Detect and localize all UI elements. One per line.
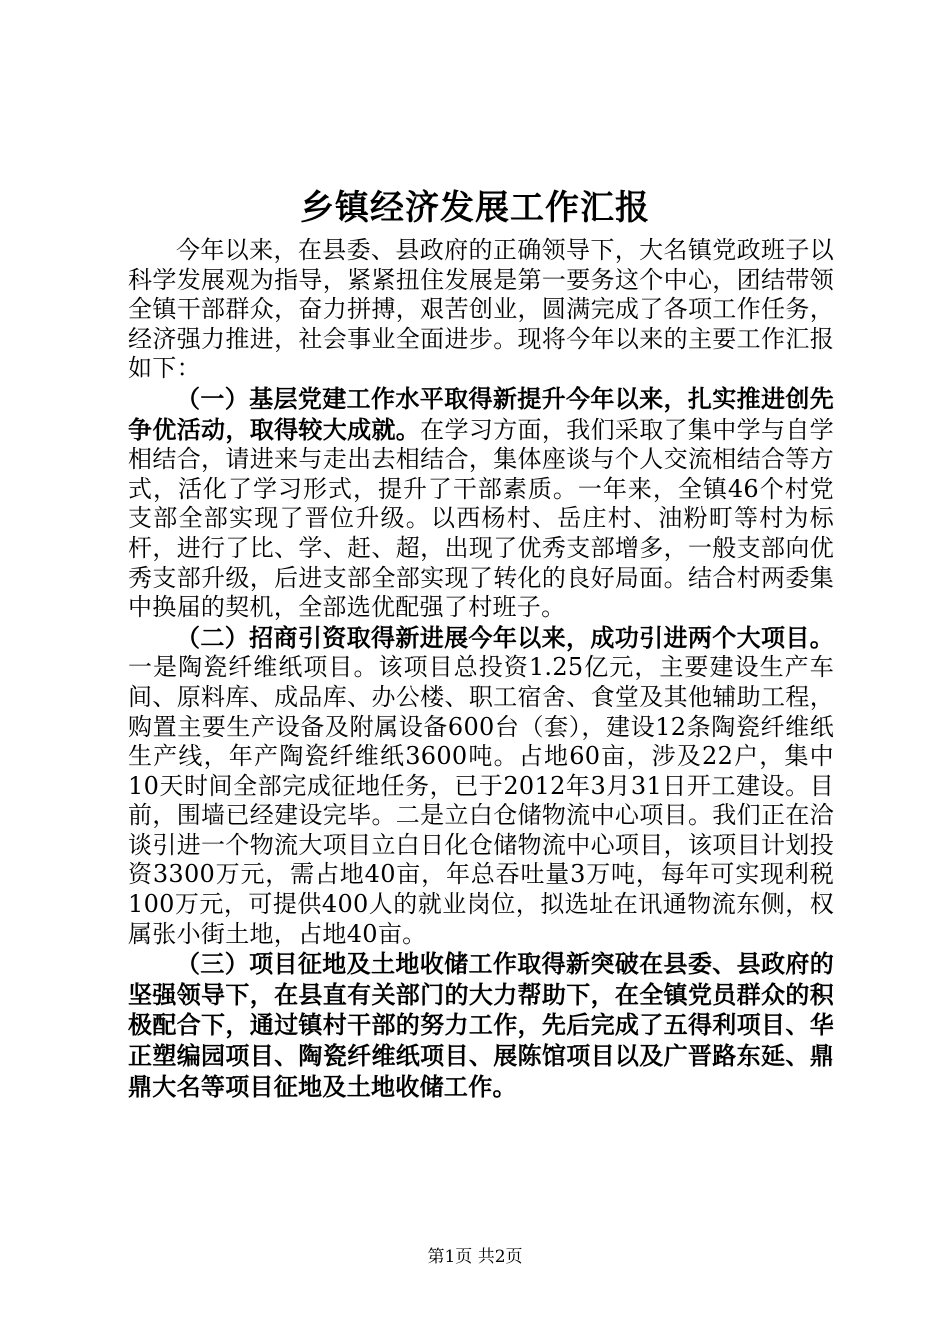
section-2-paragraph bbox=[128, 623, 834, 950]
page-footer: 第1页 共2页 bbox=[427, 1247, 523, 1267]
document-body bbox=[128, 236, 834, 1102]
section-1-body: 在学习方面，我们采取了集中学与自学相结合，请进来与走出去相结合，集体座谈与个人交流相结合等方式，活化了学习形式，提升了干部素质。一年来，全镇46个村党支部全部实现了晋位升级。以西杨村、岳庄村、油粉町等村为标杆，进行了比、学、赶、超，出现了优秀支部增多，一般支部向优秀支部升级，后进支部全部实现了转化的良好局面。结合村两委集中换届的契机，全部选优配强了村班子。 bbox=[128, 415, 834, 622]
section-1-heading: （一）基层党建工作水平取得新提升今年以来，扎实推进创先争优活动，取得较大成就。 bbox=[128, 383, 834, 444]
section-3-paragraph bbox=[128, 949, 834, 1102]
intro-paragraph: 今年以来，在县委、县政府的正确领导下，大名镇党政班子以科学发展观为指导，紧紧扭住发展是第一要务这个中心，团结带领全镇干部群众，奋力拼搏，艰苦创业，圆满完成了各项工作任务，经济强力推进，社会事业全面进步。现将今年以来的主要工作汇报如下： bbox=[128, 236, 834, 383]
section-3-heading: （三）项目征地及土地收储工作取得新突破在县委、县政府的坚强领导下，在县直有关部门的大力帮助下，在全镇党员群众的积极配合下，通过镇村干部的努力工作，先后完成了五得利项目、华正塑编园项目、陶瓷纤维纸项目、展陈馆项目以及广晋路东延、鼎鼎大名等项目征地及土地收储工作。 bbox=[128, 949, 834, 1101]
section-2-heading: （二）招商引资取得新进展今年以来，成功引进两个大项目。 bbox=[176, 622, 834, 652]
section-2-body: 一是陶瓷纤维纸项目。该项目总投资1.25亿元，主要建设生产车间、原料库、成品库、办公楼、职工宿舍、食堂及其他辅助工程，购置主要生产设备及附属设备600台（套），建设12条陶瓷纤维纸生产线，年产陶瓷纤维纸3600吨。占地60亩，涉及22户，集中10天时间全部完成征地任务，已于2012年3月31日开工建设。目前，围墙已经建设完毕。二是立白仓储物流中心项目。我们正在洽谈引进一个物流大项目立白日化仓储物流中心项目，该项目计划投资3300万元，需占地40亩，年总吞吐量3万吨，每年可实现利税100万元，可提供400人的就业岗位，拟选址在讯通物流东侧，权属张小街土地，占地40亩。 bbox=[128, 653, 834, 948]
section-1-paragraph bbox=[128, 384, 834, 623]
document-title: 乡镇经济发展工作汇报 bbox=[300, 188, 650, 228]
